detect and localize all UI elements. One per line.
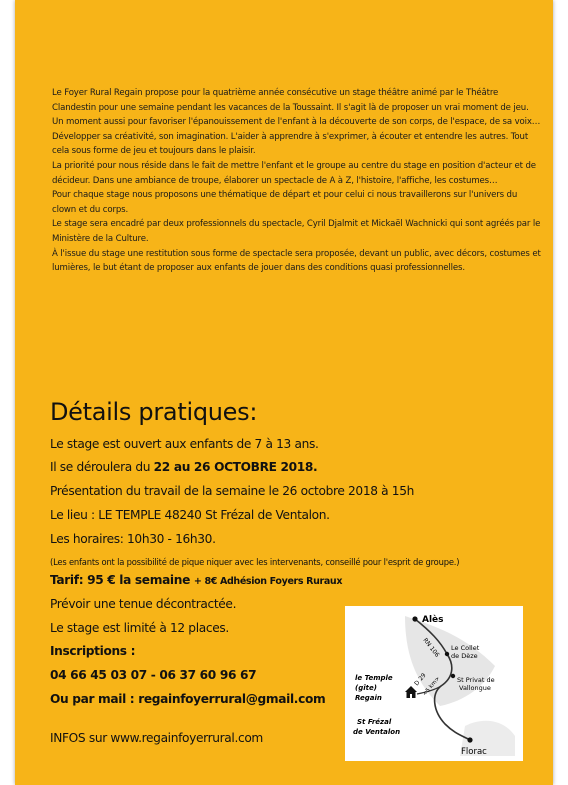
intro-paragraph: La priorité pour nous réside dans le fait de mettre l'enfant et le groupe au centre du stage en position d'acteur et de décideur. Dans une ambiance de troupe, élaborer un spectacle de A à Z, l'histoire, l'affiche, les costumes… — [52, 160, 536, 186]
flyer-page — [15, 0, 553, 785]
hours-line: Les horaires: 10h30 - 16h30. — [50, 532, 216, 546]
phone-numbers: 04 66 45 03 07 - 06 37 60 96 67 — [50, 668, 257, 682]
florac-marker — [467, 737, 472, 742]
inscriptions-label: Inscriptions : — [50, 644, 136, 658]
place-line: Le lieu : LE TEMPLE 48240 St Frézal de Ventalon. — [50, 508, 330, 522]
intro-text — [52, 86, 542, 276]
location-map — [345, 606, 523, 761]
st-privat-marker — [451, 674, 455, 678]
clothing-line: Prévoir une tenue décontractée. — [50, 597, 237, 611]
label-rn106: RN 106 — [421, 636, 441, 659]
label-florac: Florac — [461, 747, 487, 757]
label-st-privat-1: St Privat de — [457, 676, 495, 684]
presentation-line: Présentation du travail de la semaine le 26 octobre 2018 à 15h — [50, 484, 414, 498]
intro-paragraph: Le stage sera encadré par deux professionnels du spectacle, Cyril Djalmit et Mickaël Wachnicki qui sont agréés par le Ministère de la Culture. — [52, 219, 541, 244]
house-icon — [405, 686, 417, 698]
label-collet-1: Le Collet — [451, 644, 480, 652]
label-temple-1: le Temple — [355, 674, 393, 682]
collet-marker — [445, 652, 449, 656]
intro-paragraph: Le Foyer Rural Regain propose pour la quatrième année consécutive un stage théâtre animé par le Théâtre Clandestin pour une semaine pendant les vacances de la Toussaint. Il s'agit là de proposer un vrai moment de jeu. Un moment aussi pour favoriser l'épanouissement de l'enfant à la découverte de son corps, de l'espace, de sa voix… Développer sa créativité, son imagination. L'aider à apprendre à s'exprimer, à écouter et entendre les autres. Tout cela sous forme de jeu et toujours dans le plaisir. — [52, 88, 541, 157]
label-collet-2: de Dèze — [451, 652, 478, 660]
ages-line: Le stage est ouvert aux enfants de 7 à 13 ans. — [50, 437, 319, 451]
tarif-line — [50, 573, 342, 587]
dates-line — [50, 460, 317, 474]
label-temple-3: Regain — [355, 694, 382, 702]
tarif-bold: Tarif: 95 € la semaine — [50, 573, 194, 587]
picnic-note: (Les enfants ont la possibilité de pique niquer avec les intervenants, conseillé pour l'esprit de groupe.) — [50, 557, 460, 567]
label-st-frezal-2: de Ventalon — [353, 728, 401, 736]
dates-prefix: Il se déroulera du — [50, 460, 154, 474]
label-d29: D 29 — [413, 671, 428, 688]
label-ales: Alès — [422, 615, 444, 625]
label-temple-2: (gîte) — [355, 684, 377, 692]
email-line[interactable]: Ou par mail : regainfoyerrural@gmail.com — [50, 692, 326, 706]
tarif-extra: + 8€ Adhésion Foyers Ruraux — [193, 576, 343, 587]
website-line[interactable]: INFOS sur www.regainfoyerrural.com — [50, 731, 263, 745]
details-title: Détails pratiques: — [50, 398, 258, 426]
label-distance: <5 km> — [421, 675, 442, 698]
dates-bold: 22 au 26 OCTOBRE 2018. — [153, 460, 318, 474]
map-drawing — [345, 606, 523, 761]
intro-paragraph: Pour chaque stage nous proposons une thématique de départ et pour celui ci nous travaillerons sur l'univers du clown et du corps. — [52, 190, 518, 215]
ales-marker — [412, 616, 417, 621]
label-st-privat-2: Vallongue — [459, 684, 491, 692]
limit-line: Le stage est limité à 12 places. — [50, 621, 229, 635]
label-st-frezal-1: St Frézal — [357, 718, 392, 726]
intro-paragraph: À l'issue du stage une restitution sous forme de spectacle sera proposée, devant un public, avec décors, costumes et lumières, le but étant de proposer aux enfants de jouer dans des conditions quasi professionnelles. — [52, 248, 541, 274]
